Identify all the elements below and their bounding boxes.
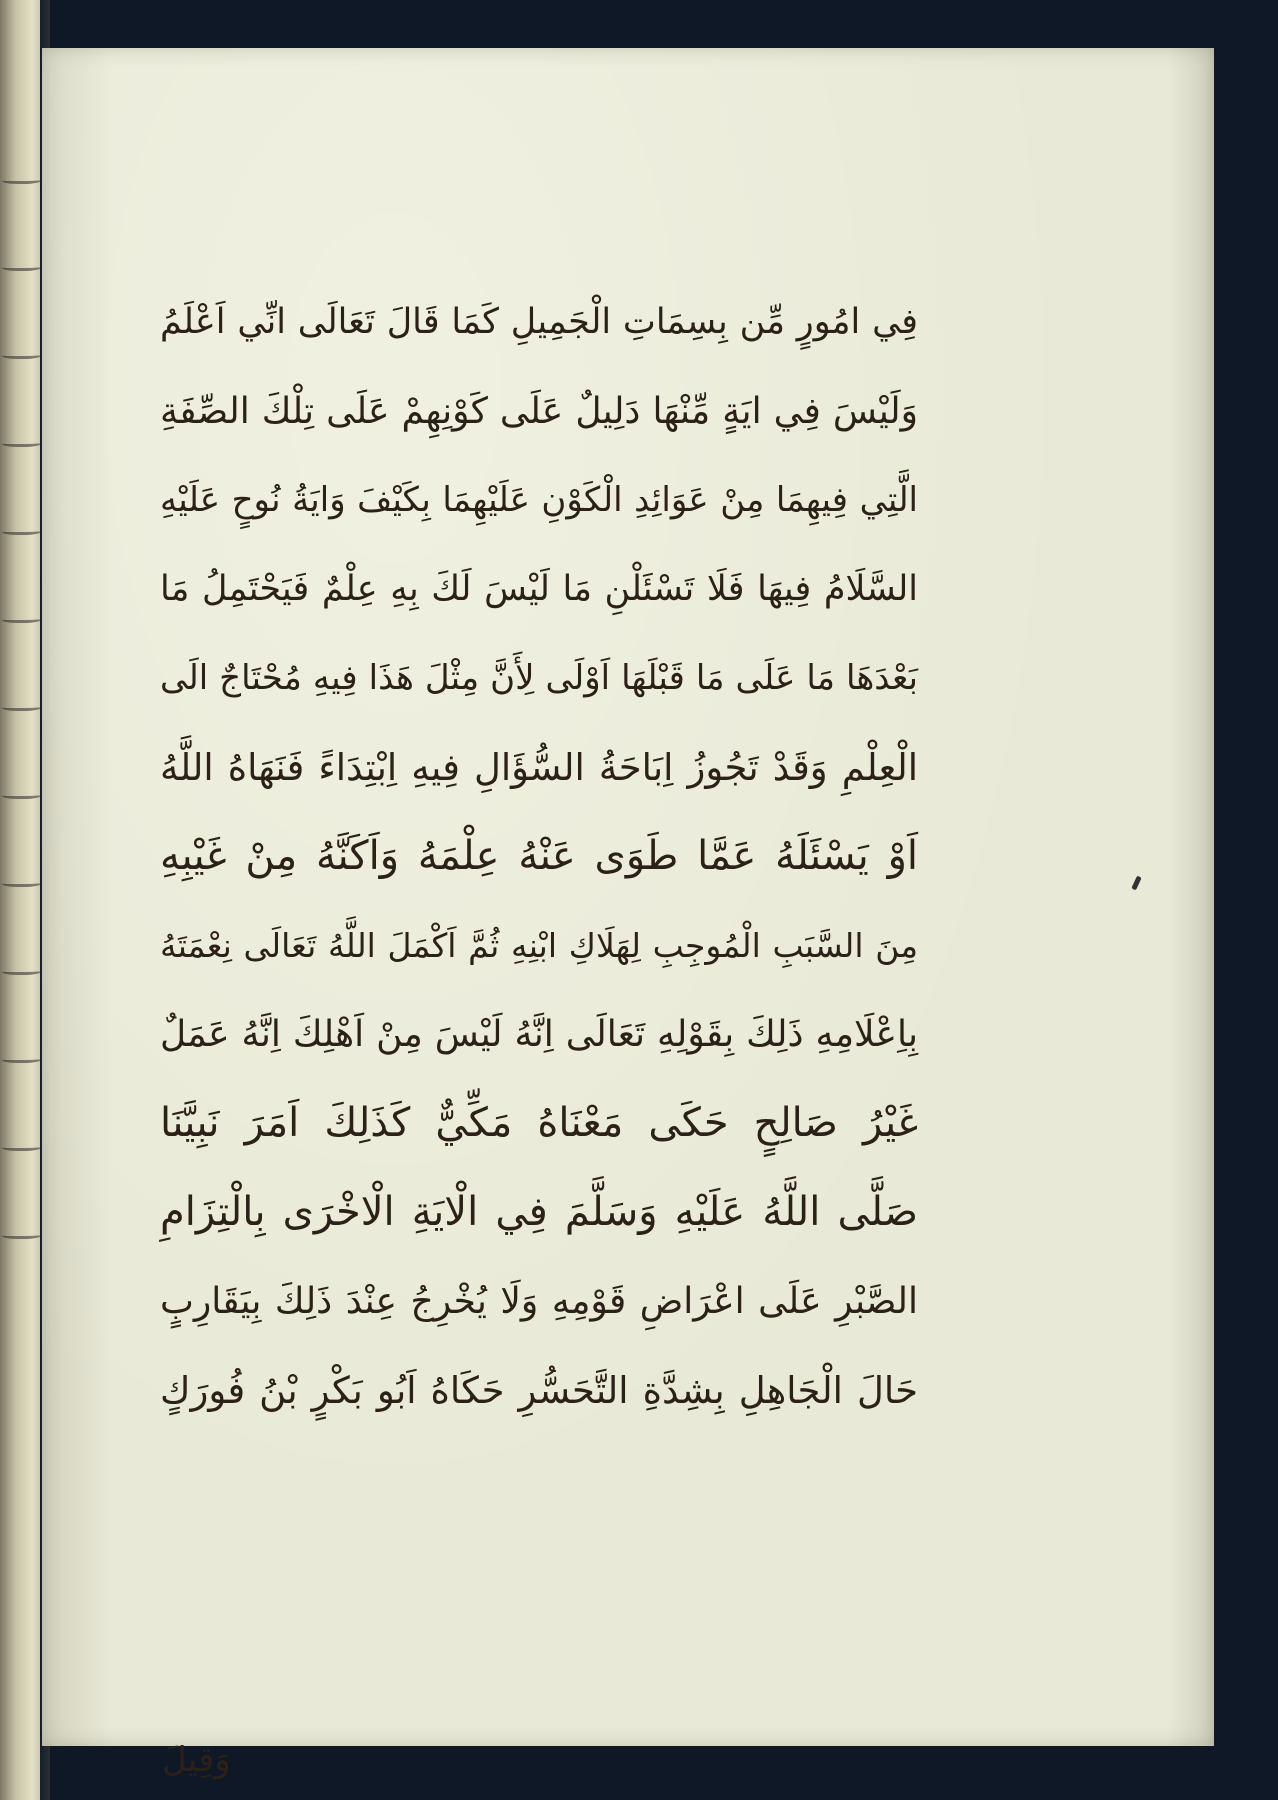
- text-line: غَيْرُ صَالِحٍ حَكَى مَعْنَاهُ مَكِّيٌّ كَذَلِكَ اَمَرَ نَبِيَّنَا: [160, 1100, 918, 1146]
- text-line: السَّلَامُ فِيهَا فَلَا تَسْئَلْنِ مَا لَيْسَ لَكَ بِهِ عِلْمٌ فَيَحْتَمِلُ مَا: [160, 569, 918, 609]
- text-line: الَّتِي فِيهِمَا مِنْ عَوَائِدِ الْكَوْنِ عَلَيْهِمَا بِكَيْفَ وَايَةُ نُوحٍ عَلَيْهِ: [160, 480, 918, 520]
- text-line: بِاِعْلَامِهِ ذَلِكَ بِقَوْلِهِ تَعَالَى اِنَّهُ لَيْسَ مِنْ اَهْلِكَ اِنَّهُ عَمَلٌ: [160, 1014, 918, 1055]
- text-line: فِي امُورٍ مِّن بِسِمَاتِ الْجَمِيلِ كَمَا قَالَ تَعَالَى انِّي اَعْلَمُ: [160, 302, 918, 342]
- text-line: وَلَيْسَ فِي ايَةٍ مِّنْهَا دَلِيلٌ عَلَى كَوْنِهِمْ عَلَى تِلْكَ الصِّفَةِ: [160, 391, 918, 432]
- text-line: الصَّبْرِ عَلَى اعْرَاضِ قَوْمِهِ وَلَا يُخْرِجُ عِنْدَ ذَلِكَ بِيَقَارِبٍ: [160, 1281, 918, 1322]
- text-block: [160, 278, 918, 1435]
- ink-speck: [1131, 876, 1141, 891]
- text-line: الْعِلْمِ وَقَدْ تَجُوزُ اِبَاحَةُ السُّؤَالِ فِيهِ اِبْتِدَاءً فَنَهَاهُ اللَّهُ: [160, 746, 918, 789]
- text-line: صَلَّى اللَّهُ عَلَيْهِ وَسَلَّمَ فِي الْايَةِ الْاخْرَى بِالْتِزَامِ: [160, 1189, 918, 1235]
- catchword: وَقِيلَ: [162, 1740, 231, 1780]
- manuscript-page: [42, 48, 1214, 1780]
- text-line: مِنَ السَّبَبِ الْمُوجِبِ لِهَلَاكِ ابْنِهِ ثُمَّ اَكْمَلَ اللَّهُ تَعَالَى نِعْمَتَهُ: [160, 926, 918, 965]
- text-line: بَعْدَهَا مَا عَلَى مَا قَبْلَهَا اَوْلَى لِأَنَّ مِثْلَ هَذَا فِيهِ مُحْتَاجٌ الَى: [160, 658, 918, 698]
- text-line: حَالَ الْجَاهِلِ بِشِدَّةِ التَّحَسُّرِ حَكَاهُ اَبُو بَكْرٍ بْنُ فُورَكٍ: [160, 1369, 918, 1412]
- text-line: اَوْ يَسْئَلَهُ عَمَّا طَوَى عَنْهُ عِلْمَهُ وَاَكَنَّهُ مِنْ غَيْبِهِ: [160, 833, 918, 879]
